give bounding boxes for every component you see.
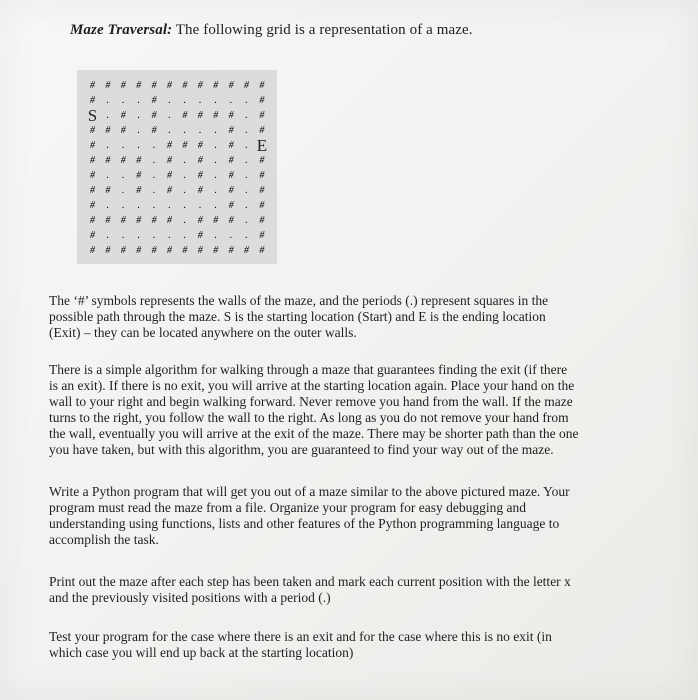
maze-path-cell: . [122, 185, 125, 196]
maze-wall-cell: # [90, 95, 95, 106]
maze-wall-cell: # [213, 80, 219, 91]
maze-wall-cell: # [228, 200, 234, 211]
maze-wall-cell: # [259, 200, 265, 211]
maze-grid [77, 70, 277, 264]
maze-wall-cell: # [90, 230, 95, 241]
maze-path-cell: . [183, 170, 187, 181]
maze-path-cell: . [245, 155, 248, 166]
maze-wall-cell: # [105, 215, 111, 226]
maze-path-cell: . [137, 200, 140, 211]
maze-path-cell: . [214, 155, 217, 166]
heading-text: The following grid is a representation of a maze. [172, 22, 473, 38]
paragraph-print [49, 574, 659, 606]
maze-wall-cell: # [259, 125, 265, 136]
text-line: Print out the maze after each step has been taken and mark each current position with the letter x [49, 574, 571, 589]
maze-wall-cell: # [259, 245, 265, 256]
text-line: program must read the maze from a file. Organize your program for easy debugging and [49, 500, 526, 515]
maze-wall-cell: # [228, 125, 234, 136]
text-line: wall to your right and begin walking forward. Never remove you hand from the wall. If the maze [49, 394, 573, 409]
maze-wall-cell: # [213, 215, 219, 226]
maze-wall-cell: # [136, 155, 142, 166]
maze-wall-cell: # [197, 155, 203, 166]
text-line: is an exit). If there is no exit, you will arrive at the starting location again. Place your hand on the [49, 378, 575, 393]
maze-wall-cell: # [197, 185, 203, 196]
maze-path-cell: . [106, 230, 110, 241]
maze-path-cell: . [122, 95, 125, 106]
maze-path-cell: . [122, 230, 125, 241]
maze-wall-cell: # [120, 125, 126, 136]
maze-wall-cell: # [167, 215, 172, 226]
maze-path-cell: . [245, 140, 248, 151]
maze-wall-cell: # [120, 80, 126, 91]
maze-wall-cell: # [105, 80, 111, 91]
text-line: Write a Python program that will get you out of a maze similar to the above pictured maze. Your [49, 484, 570, 499]
maze-wall-cell: # [90, 215, 95, 226]
maze-path-cell: . [214, 125, 217, 136]
maze-wall-cell: # [151, 95, 157, 106]
maze-path-cell: . [106, 95, 110, 106]
maze-path-cell: . [168, 95, 171, 106]
maze-wall-cell: # [151, 80, 157, 91]
maze-wall-cell: # [213, 245, 219, 256]
maze-wall-cell: # [244, 80, 249, 91]
maze-path-cell: . [183, 185, 187, 196]
maze-wall-cell: # [213, 110, 219, 121]
maze-wall-cell: # [90, 245, 95, 256]
maze-wall-cell: # [90, 125, 95, 136]
maze-path-cell: . [168, 125, 171, 136]
text-line: accomplish the task. [49, 532, 159, 547]
page-heading [70, 22, 473, 39]
paragraph-symbols [49, 293, 659, 341]
maze-path-cell: . [214, 95, 217, 106]
maze-wall-cell: # [197, 215, 203, 226]
maze-wall-cell: # [151, 245, 157, 256]
maze-wall-cell: # [105, 245, 111, 256]
text-line: turns to the right, you follow the wall to the right. As long as you do not remove your hand from [49, 410, 569, 425]
maze-wall-cell: # [105, 125, 111, 136]
maze-wall-cell: # [228, 155, 234, 166]
maze-path-cell: . [122, 170, 125, 181]
heading-title: Maze Traversal: [70, 22, 173, 38]
maze-path-cell: . [199, 125, 202, 136]
maze-wall-cell: # [244, 245, 249, 256]
maze-path-cell: . [106, 110, 110, 121]
text-line: Test your program for the case where there is an exit and for the case where this is no exit (in [49, 629, 552, 644]
maze-start-cell: S [87, 106, 98, 125]
text-line: understanding using functions, lists and other features of the Python programming language to [49, 516, 560, 531]
maze-path-cell: . [214, 170, 217, 181]
maze-wall-cell: # [228, 185, 234, 196]
maze-wall-cell: # [182, 140, 188, 151]
maze-wall-cell: # [228, 245, 234, 256]
maze-wall-cell: # [90, 155, 95, 166]
maze-path-cell: . [137, 125, 140, 136]
maze-wall-cell: # [182, 80, 188, 91]
maze-wall-cell: # [228, 80, 234, 91]
maze-wall-cell: # [120, 245, 126, 256]
maze-path-cell: . [106, 200, 110, 211]
maze-path-cell: . [106, 170, 110, 181]
maze-wall-cell: # [151, 110, 157, 121]
maze-path-cell: . [183, 125, 187, 136]
maze-path-cell: . [183, 155, 187, 166]
maze-path-cell: . [137, 230, 140, 241]
maze-path-cell: . [229, 95, 233, 106]
maze-path-cell: . [152, 230, 156, 241]
maze-wall-cell: # [228, 140, 234, 151]
maze-path-cell: . [168, 110, 171, 121]
maze-path-cell: . [183, 95, 187, 106]
maze-path-cell: . [199, 95, 202, 106]
maze-wall-cell: # [167, 155, 172, 166]
paragraph-algorithm [49, 362, 659, 458]
maze-wall-cell: # [259, 110, 265, 121]
text-line: possible path through the maze. S is the starting location (Start) and E is the ending location [49, 309, 546, 324]
maze-wall-cell: # [167, 170, 172, 181]
maze-wall-cell: # [136, 170, 142, 181]
maze-path-cell: . [183, 230, 187, 241]
maze-path-cell: . [122, 200, 125, 211]
text-line: (Exit) – they can be located anywhere on the outer walls. [49, 325, 357, 340]
maze-wall-cell: # [259, 185, 265, 196]
maze-path-cell: . [229, 230, 233, 241]
maze-wall-cell: # [167, 245, 172, 256]
maze-wall-cell: # [120, 155, 126, 166]
maze-path-cell: . [137, 110, 140, 121]
maze-path-cell: . [214, 140, 217, 151]
maze-path-cell: . [245, 95, 248, 106]
text-line: The ‘#’ symbols represents the walls of the maze, and the periods (.) represent squares in the [49, 293, 549, 308]
maze-path-cell: . [214, 200, 217, 211]
maze-wall-cell: # [105, 155, 111, 166]
maze-path-cell: . [152, 185, 156, 196]
maze-path-cell: . [245, 170, 248, 181]
maze-path-cell: . [122, 140, 125, 151]
maze-wall-cell: # [90, 170, 95, 181]
maze-path-cell: . [245, 185, 248, 196]
maze-wall-cell: # [182, 245, 188, 256]
maze-path-cell: . [245, 125, 248, 136]
maze-path-cell: . [245, 230, 248, 241]
text-line: and the previously visited positions with a period (.) [49, 590, 331, 605]
maze-wall-cell: # [197, 80, 203, 91]
maze-path-cell: . [137, 140, 140, 151]
maze-path-cell: . [168, 200, 171, 211]
maze-wall-cell: # [90, 140, 95, 151]
text-line: There is a simple algorithm for walking through a maze that guarantees finding the exit (if there [49, 362, 568, 377]
maze-path-cell: . [152, 170, 156, 181]
maze-wall-cell: # [120, 110, 126, 121]
maze-exit-cell: E [256, 136, 268, 155]
maze-wall-cell: # [228, 110, 234, 121]
maze-wall-cell: # [136, 215, 142, 226]
maze-wall-cell: # [167, 80, 172, 91]
maze-wall-cell: # [259, 155, 265, 166]
maze-path-cell: . [152, 155, 156, 166]
maze-wall-cell: # [151, 215, 157, 226]
maze-path-cell: . [214, 230, 217, 241]
maze-wall-cell: # [228, 170, 234, 181]
maze-wall-cell: # [197, 140, 203, 151]
maze-wall-cell: # [90, 80, 95, 91]
maze-wall-cell: # [197, 230, 203, 241]
maze-wall-cell: # [136, 80, 142, 91]
maze-wall-cell: # [120, 215, 126, 226]
maze-path-cell: . [152, 140, 156, 151]
maze-wall-cell: # [259, 95, 265, 106]
maze-path-cell: . [183, 215, 187, 226]
maze-wall-cell: # [197, 170, 203, 181]
text-line: the wall, eventually you will arrive at the exit of the maze. There may be shorter path than the one [49, 426, 579, 441]
maze-wall-cell: # [136, 185, 142, 196]
maze-path-cell: . [199, 200, 202, 211]
maze-wall-cell: # [90, 185, 95, 196]
maze-path-cell: . [137, 95, 140, 106]
maze-wall-cell: # [105, 185, 111, 196]
maze-path-cell: . [214, 185, 217, 196]
text-line: which case you will end up back at the starting location) [49, 645, 354, 660]
maze-path-cell: . [183, 200, 187, 211]
maze-wall-cell: # [90, 200, 95, 211]
maze-wall-cell: # [182, 110, 188, 121]
maze-wall-cell: # [136, 245, 142, 256]
paragraph-test [49, 629, 659, 661]
maze-wall-cell: # [228, 215, 234, 226]
maze-wall-cell: # [151, 125, 157, 136]
maze-wall-cell: # [197, 110, 203, 121]
maze-path-cell: . [168, 230, 171, 241]
maze-wall-cell: # [259, 230, 265, 241]
maze-wall-cell: # [167, 185, 172, 196]
maze-path-cell: . [106, 140, 110, 151]
maze-path-cell: . [152, 200, 156, 211]
maze-path-cell: . [245, 215, 248, 226]
maze-wall-cell: # [259, 170, 265, 181]
maze-wall-cell: # [167, 140, 172, 151]
maze-wall-cell: # [259, 215, 265, 226]
maze-path-cell: . [245, 200, 248, 211]
paragraph-task [49, 484, 659, 548]
maze-wall-cell: # [197, 245, 203, 256]
maze-path-cell: . [245, 110, 248, 121]
text-line: you have taken, but with this algorithm, you are guaranteed to find your way out of the maze. [49, 442, 554, 457]
maze-wall-cell: # [259, 80, 265, 91]
